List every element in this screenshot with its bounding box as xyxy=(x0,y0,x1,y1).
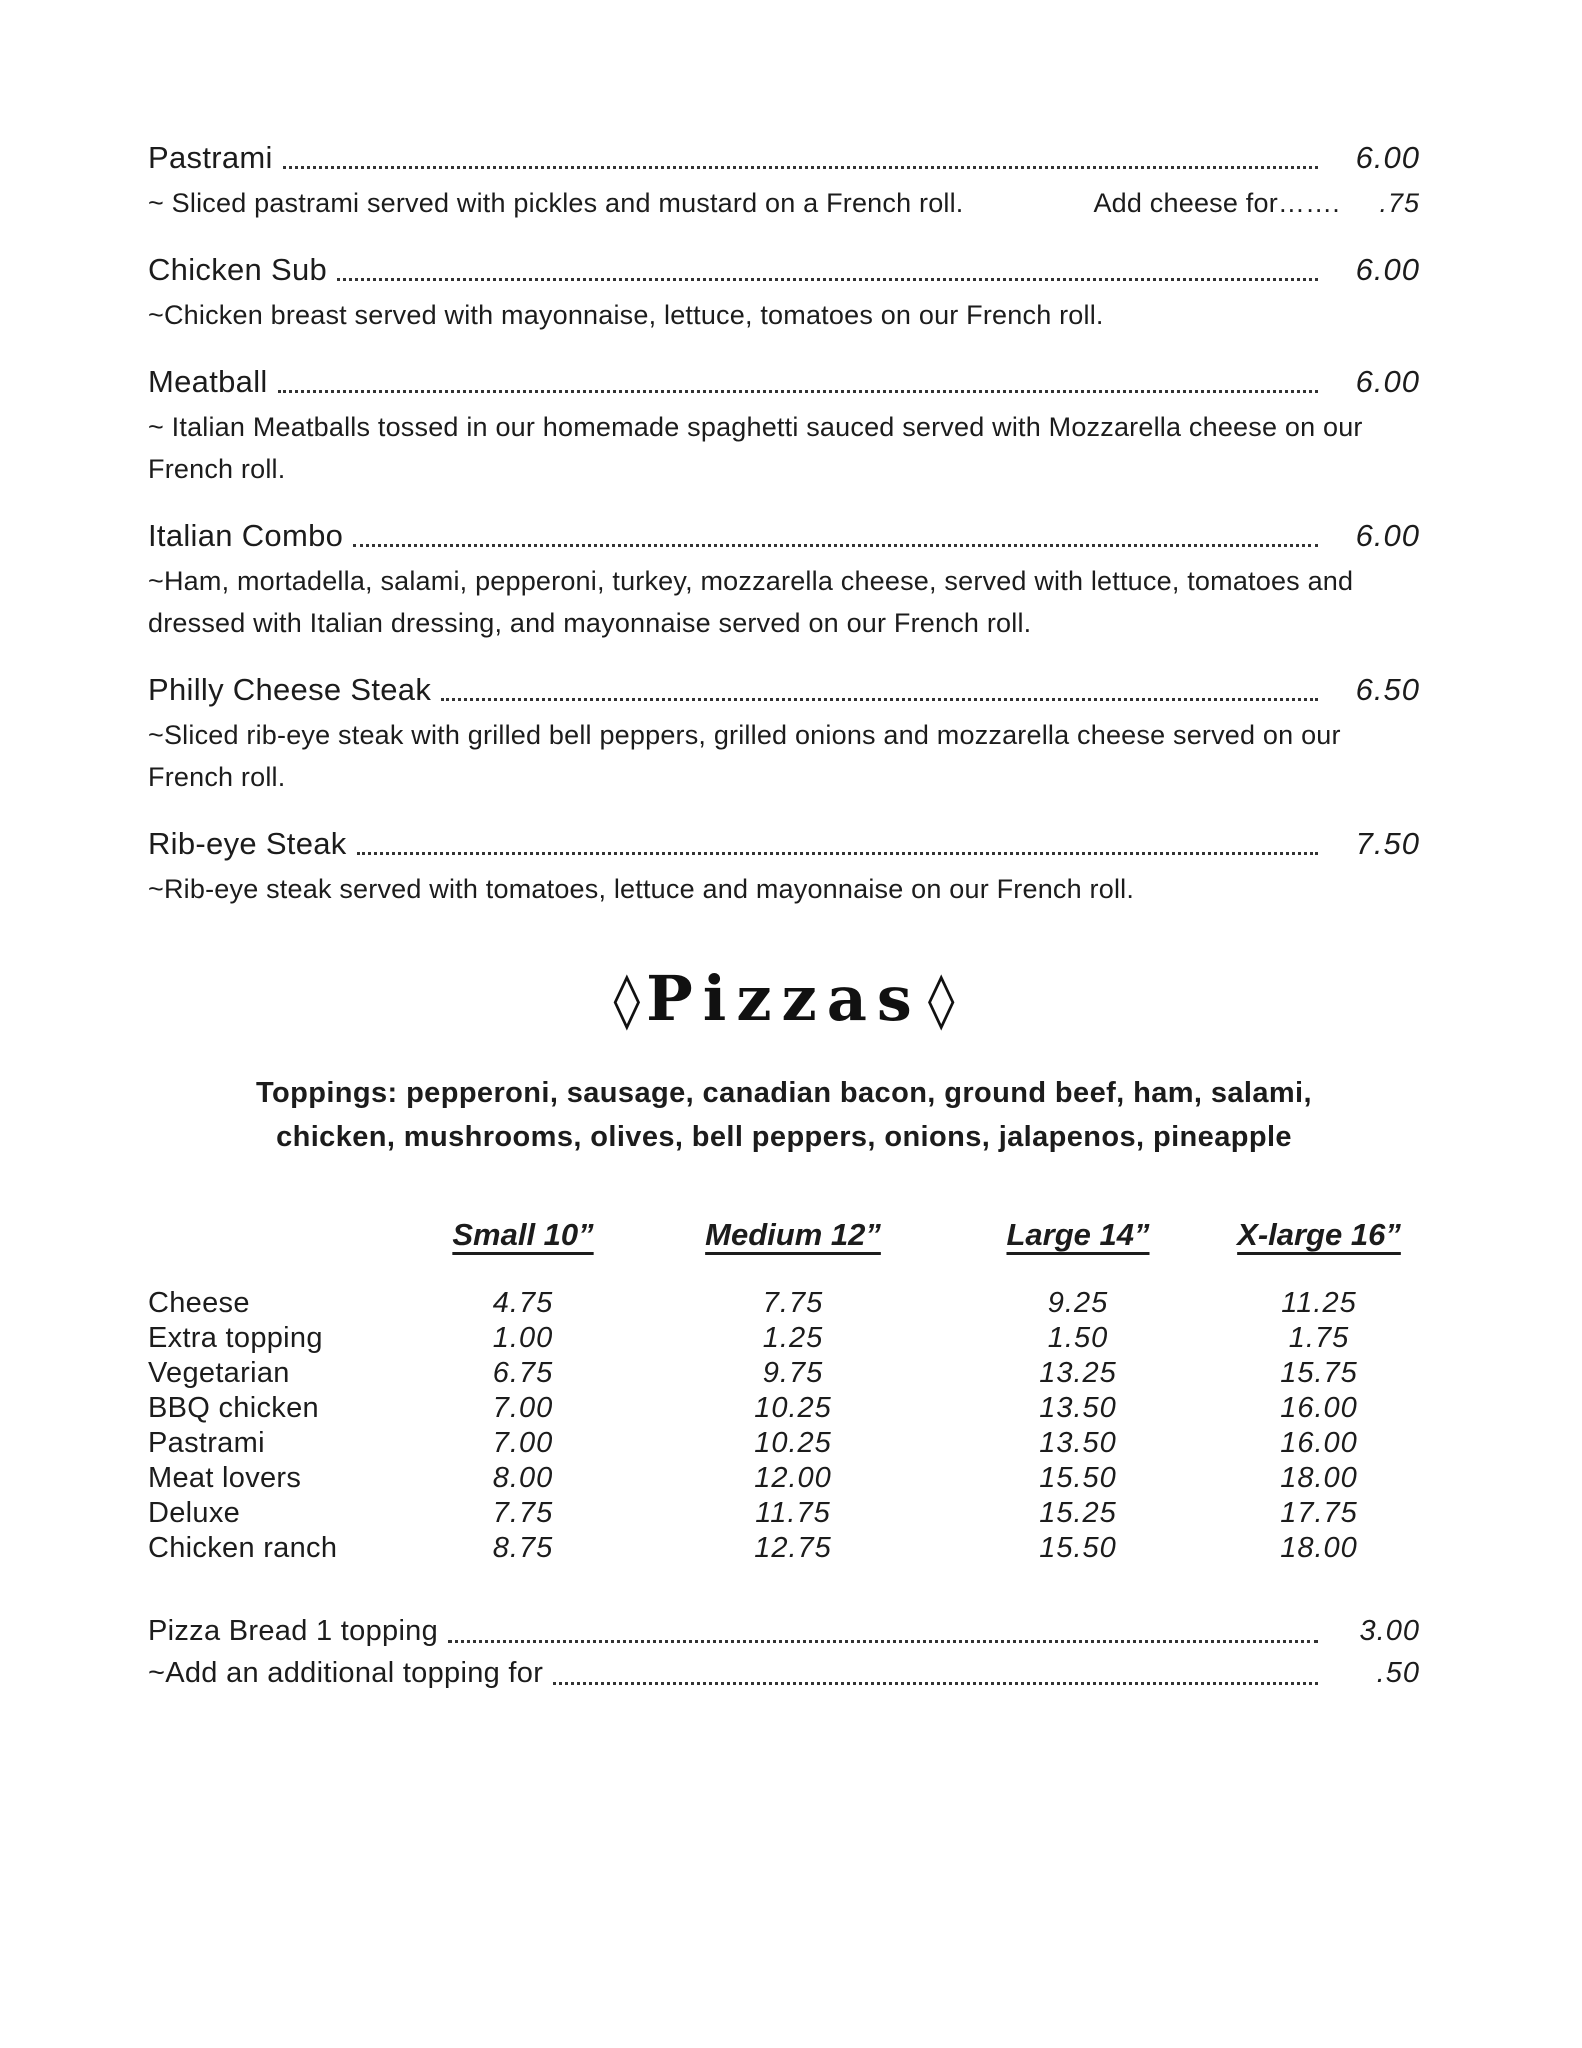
additional-topping-row xyxy=(148,1652,1420,1694)
dotted-leader xyxy=(448,1640,1318,1643)
price-cell: 13.50 xyxy=(1039,1427,1117,1459)
toppings-line: Toppings: pepperoni, sausage, canadian bacon, ground beef, ham, salami, chicken, mushrooms, olives, bell peppers, onions, jalapenos, pineapple xyxy=(256,1077,1312,1153)
pizza-table-header-row xyxy=(148,1217,1420,1252)
menu-item-philly-cheese-steak xyxy=(148,670,1420,798)
item-name: Rib-eye Steak xyxy=(148,826,347,861)
item-name: Meatball xyxy=(148,364,268,399)
item-description: ~Ham, mortadella, salami, pepperoni, turkey, mozzarella cheese, served with lettuce, tomatoes and dressed with Italian dressing, and mayonnaise served on our French roll. xyxy=(148,566,1354,638)
price-cell: 7.00 xyxy=(492,1427,554,1459)
item-title-row xyxy=(148,516,1420,556)
item-price: 3.00 xyxy=(1359,1615,1420,1647)
dotted-leader xyxy=(337,278,1318,281)
price-cell: 10.25 xyxy=(754,1427,832,1459)
price-cell: 8.75 xyxy=(492,1532,554,1564)
item-name: Pizza Bread 1 topping xyxy=(148,1615,439,1647)
diamond-icon: ◊ xyxy=(927,968,955,1031)
dotted-leader xyxy=(357,852,1318,855)
pizza-price-table xyxy=(148,1217,1420,1566)
item-description-row xyxy=(148,182,1420,224)
dotted-leader xyxy=(353,544,1318,547)
item-name: Pastrami xyxy=(148,140,273,175)
column-header-medium: Medium 12” xyxy=(705,1217,881,1252)
price-cell: 7.00 xyxy=(492,1392,554,1424)
item-price: 6.00 xyxy=(1355,140,1420,175)
column-header-xlarge: X-large 16” xyxy=(1237,1217,1401,1252)
menu-content xyxy=(148,0,1420,1694)
price-cell: 1.25 xyxy=(762,1322,824,1354)
pizza-row-bbq-chicken xyxy=(148,1391,1420,1426)
pizza-name: Meat lovers xyxy=(148,1462,302,1494)
item-price: 6.00 xyxy=(1355,252,1420,287)
price-cell: 16.00 xyxy=(1280,1427,1358,1459)
price-cell: 11.25 xyxy=(1281,1287,1357,1319)
dotted-leader xyxy=(283,166,1318,169)
pizza-row-pastrami xyxy=(148,1426,1420,1461)
pizza-name: Deluxe xyxy=(148,1497,241,1529)
item-title-row xyxy=(148,670,1420,710)
price-cell: 11.75 xyxy=(755,1497,831,1529)
price-cell: 15.50 xyxy=(1039,1532,1117,1564)
dotted-leader xyxy=(278,390,1318,393)
pizza-bread-row xyxy=(148,1610,1420,1652)
item-description: ~Sliced rib-eye steak with grilled bell peppers, grilled onions and mozzarella cheese served on our French roll. xyxy=(148,720,1341,792)
pizza-name: BBQ chicken xyxy=(148,1392,319,1424)
pizza-row-meat-lovers xyxy=(148,1461,1420,1496)
item-description: ~ Sliced pastrami served with pickles and mustard on a French roll. xyxy=(148,188,964,218)
addon-price: .50 xyxy=(1376,1657,1420,1689)
pizza-row-cheese xyxy=(148,1286,1420,1321)
addon-label: Add cheese for……. xyxy=(1093,188,1340,218)
pizzas-heading xyxy=(148,962,1420,1037)
pizza-name: Pastrami xyxy=(148,1427,265,1459)
menu-item-meatball xyxy=(148,362,1420,490)
price-cell: 1.75 xyxy=(1288,1322,1350,1354)
item-price: 6.00 xyxy=(1355,364,1420,399)
pizza-section xyxy=(148,962,1420,1694)
item-price: 7.50 xyxy=(1355,826,1420,861)
pizza-name: Extra topping xyxy=(148,1322,323,1354)
price-cell: 6.75 xyxy=(492,1357,554,1389)
price-cell: 8.00 xyxy=(492,1462,554,1494)
price-cell: 12.75 xyxy=(754,1532,832,1564)
price-cell: 16.00 xyxy=(1280,1392,1358,1424)
price-cell: 15.25 xyxy=(1039,1497,1117,1529)
price-cell: 4.75 xyxy=(492,1287,554,1319)
pizza-row-vegetarian xyxy=(148,1356,1420,1391)
menu-item-chicken-sub xyxy=(148,250,1420,336)
dotted-leader xyxy=(441,698,1318,701)
sandwich-section xyxy=(148,138,1420,910)
price-cell: 7.75 xyxy=(492,1497,554,1529)
item-price: 6.00 xyxy=(1355,518,1420,553)
price-cell: 12.00 xyxy=(754,1462,832,1494)
item-description: ~Chicken breast served with mayonnaise, lettuce, tomatoes on our French roll. xyxy=(148,300,1104,330)
price-cell: 13.25 xyxy=(1039,1357,1117,1389)
menu-item-pastrami xyxy=(148,138,1420,224)
column-header-small: Small 10” xyxy=(452,1217,594,1252)
item-title-row xyxy=(148,824,1420,864)
addon-price: .75 xyxy=(1379,188,1420,218)
price-cell: 9.25 xyxy=(1047,1287,1109,1319)
item-description: ~ Italian Meatballs tossed in our homemade spaghetti sauced served with Mozzarella cheese on our French roll. xyxy=(148,412,1363,484)
price-cell: 15.50 xyxy=(1039,1462,1117,1494)
pizza-row-extra-topping xyxy=(148,1321,1420,1356)
price-cell: 15.75 xyxy=(1280,1357,1358,1389)
item-name: Chicken Sub xyxy=(148,252,328,287)
diamond-icon: ◊ xyxy=(613,968,641,1031)
price-cell: 18.00 xyxy=(1280,1462,1358,1494)
pizza-name: Chicken ranch xyxy=(148,1532,338,1564)
pizzas-title-text: Pizzas xyxy=(646,962,922,1035)
addon-label: ~Add an additional topping for xyxy=(148,1657,544,1689)
price-cell: 17.75 xyxy=(1280,1497,1358,1529)
item-title-row xyxy=(148,138,1420,178)
column-header-large: Large 14” xyxy=(1006,1217,1150,1252)
pizza-row-deluxe xyxy=(148,1496,1420,1531)
price-cell: 13.50 xyxy=(1039,1392,1117,1424)
item-name: Italian Combo xyxy=(148,518,344,553)
item-name: Philly Cheese Steak xyxy=(148,672,432,707)
price-cell: 18.00 xyxy=(1280,1532,1358,1564)
item-price: 6.50 xyxy=(1355,672,1420,707)
price-cell: 7.75 xyxy=(762,1287,824,1319)
menu-item-italian-combo xyxy=(148,516,1420,644)
price-cell: 1.00 xyxy=(492,1322,554,1354)
item-title-row xyxy=(148,250,1420,290)
pizza-name: Cheese xyxy=(148,1287,250,1319)
price-cell: 9.75 xyxy=(762,1357,824,1389)
menu-item-rib-eye-steak xyxy=(148,824,1420,910)
item-title-row xyxy=(148,362,1420,402)
pizza-row-chicken-ranch xyxy=(148,1531,1420,1566)
price-cell: 1.50 xyxy=(1047,1322,1109,1354)
pizza-bread-section xyxy=(148,1610,1420,1694)
item-description: ~Rib-eye steak served with tomatoes, lettuce and mayonnaise on our French roll. xyxy=(148,874,1135,904)
price-cell: 10.25 xyxy=(754,1392,832,1424)
dotted-leader xyxy=(553,1682,1318,1685)
pizza-name: Vegetarian xyxy=(148,1357,290,1389)
